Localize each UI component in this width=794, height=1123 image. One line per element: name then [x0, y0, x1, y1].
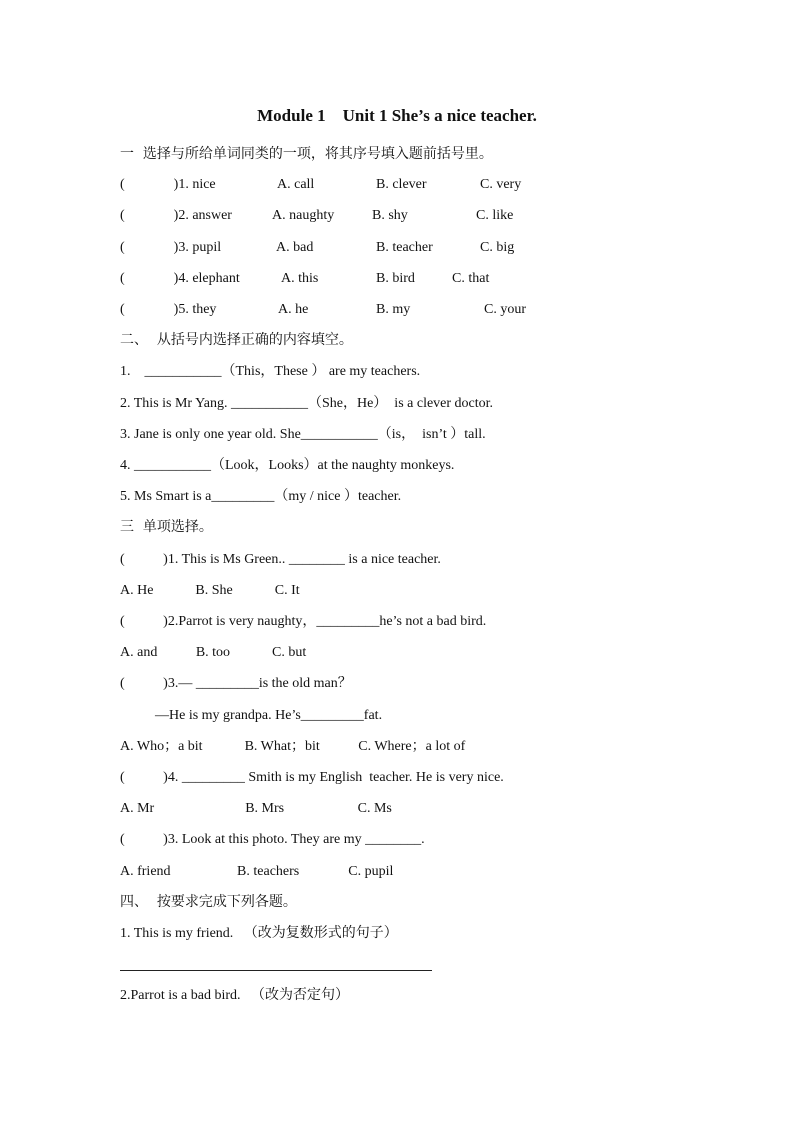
fill-blank-item: 2. This is Mr Yang. ___________（She，He） is a clever doctor.: [120, 396, 494, 411]
option-b: B. bird: [376, 271, 415, 286]
answer-line: [120, 970, 432, 971]
transform-question: 2.Parrot is a bad bird. （改为否定句）: [120, 988, 350, 1003]
option-c: C. very: [480, 177, 522, 192]
question-number: ( )5. they: [120, 302, 217, 317]
option-b: B. my: [376, 302, 411, 317]
section-heading: 一 选择与所给单词同类的一项，将其序号填入题前括号里。: [120, 146, 493, 162]
fill-blank-item: 4. ___________（Look，Looks）at the naughty monkeys.: [120, 458, 455, 473]
fill-blank-item: 5. Ms Smart is a_________（my / nice ）teacher.: [120, 489, 402, 504]
page-title: Module 1 Unit 1 She’s a nice teacher.: [257, 106, 537, 125]
choice-question: ( )2.Parrot is very naughty，_________he’s not a bad bird.: [120, 614, 487, 629]
option-c: C. big: [480, 240, 515, 255]
choice-options: A. Who；a bit B. What；bit C. Where；a lot of: [120, 739, 466, 754]
choice-question: ( )3.— _________is the old man？: [120, 676, 352, 691]
section-heading: 三 单项选择。: [120, 519, 213, 535]
option-c: C. like: [476, 208, 514, 223]
option-b: B. clever: [376, 177, 427, 192]
question-number: ( )1. nice: [120, 177, 216, 192]
option-b: B. teacher: [376, 240, 433, 255]
choice-question: ( )4. _________ Smith is my English teacher. He is very nice.: [120, 770, 504, 785]
question-number: ( )4. elephant: [120, 271, 240, 286]
transform-question: 1. This is my friend. （改为复数形式的句子）: [120, 926, 398, 941]
choice-options: A. and B. too C. but: [120, 645, 307, 660]
option-b: B. shy: [372, 208, 408, 223]
choice-options: A. friend B. teachers C. pupil: [120, 864, 394, 879]
question-number: ( )3. pupil: [120, 240, 222, 255]
section-heading: 二、 从括号内选择正确的内容填空。: [120, 332, 353, 348]
choice-question-continued: —He is my grandpa. He’s_________fat.: [120, 708, 383, 723]
fill-blank-item: 1. ___________（This，These ） are my teachers.: [120, 364, 421, 379]
option-c: C. that: [452, 271, 490, 286]
option-a: A. this: [281, 271, 319, 286]
choice-question: ( )3. Look at this photo. They are my ________.: [120, 832, 425, 847]
option-a: A. bad: [276, 240, 314, 255]
option-a: A. he: [278, 302, 309, 317]
choice-question: ( )1. This is Ms Green.. ________ is a nice teacher.: [120, 552, 441, 567]
section-heading: 四、 按要求完成下列各题。: [120, 894, 297, 910]
option-a: A. call: [277, 177, 315, 192]
fill-blank-item: 3. Jane is only one year old. She___________（is， isn’t ）tall.: [120, 427, 486, 442]
choice-options: A. Mr B. Mrs C. Ms: [120, 801, 392, 816]
question-number: ( )2. answer: [120, 208, 232, 223]
option-a: A. naughty: [272, 208, 335, 223]
option-c: C. your: [484, 302, 526, 317]
choice-options: A. He B. She C. It: [120, 583, 300, 598]
